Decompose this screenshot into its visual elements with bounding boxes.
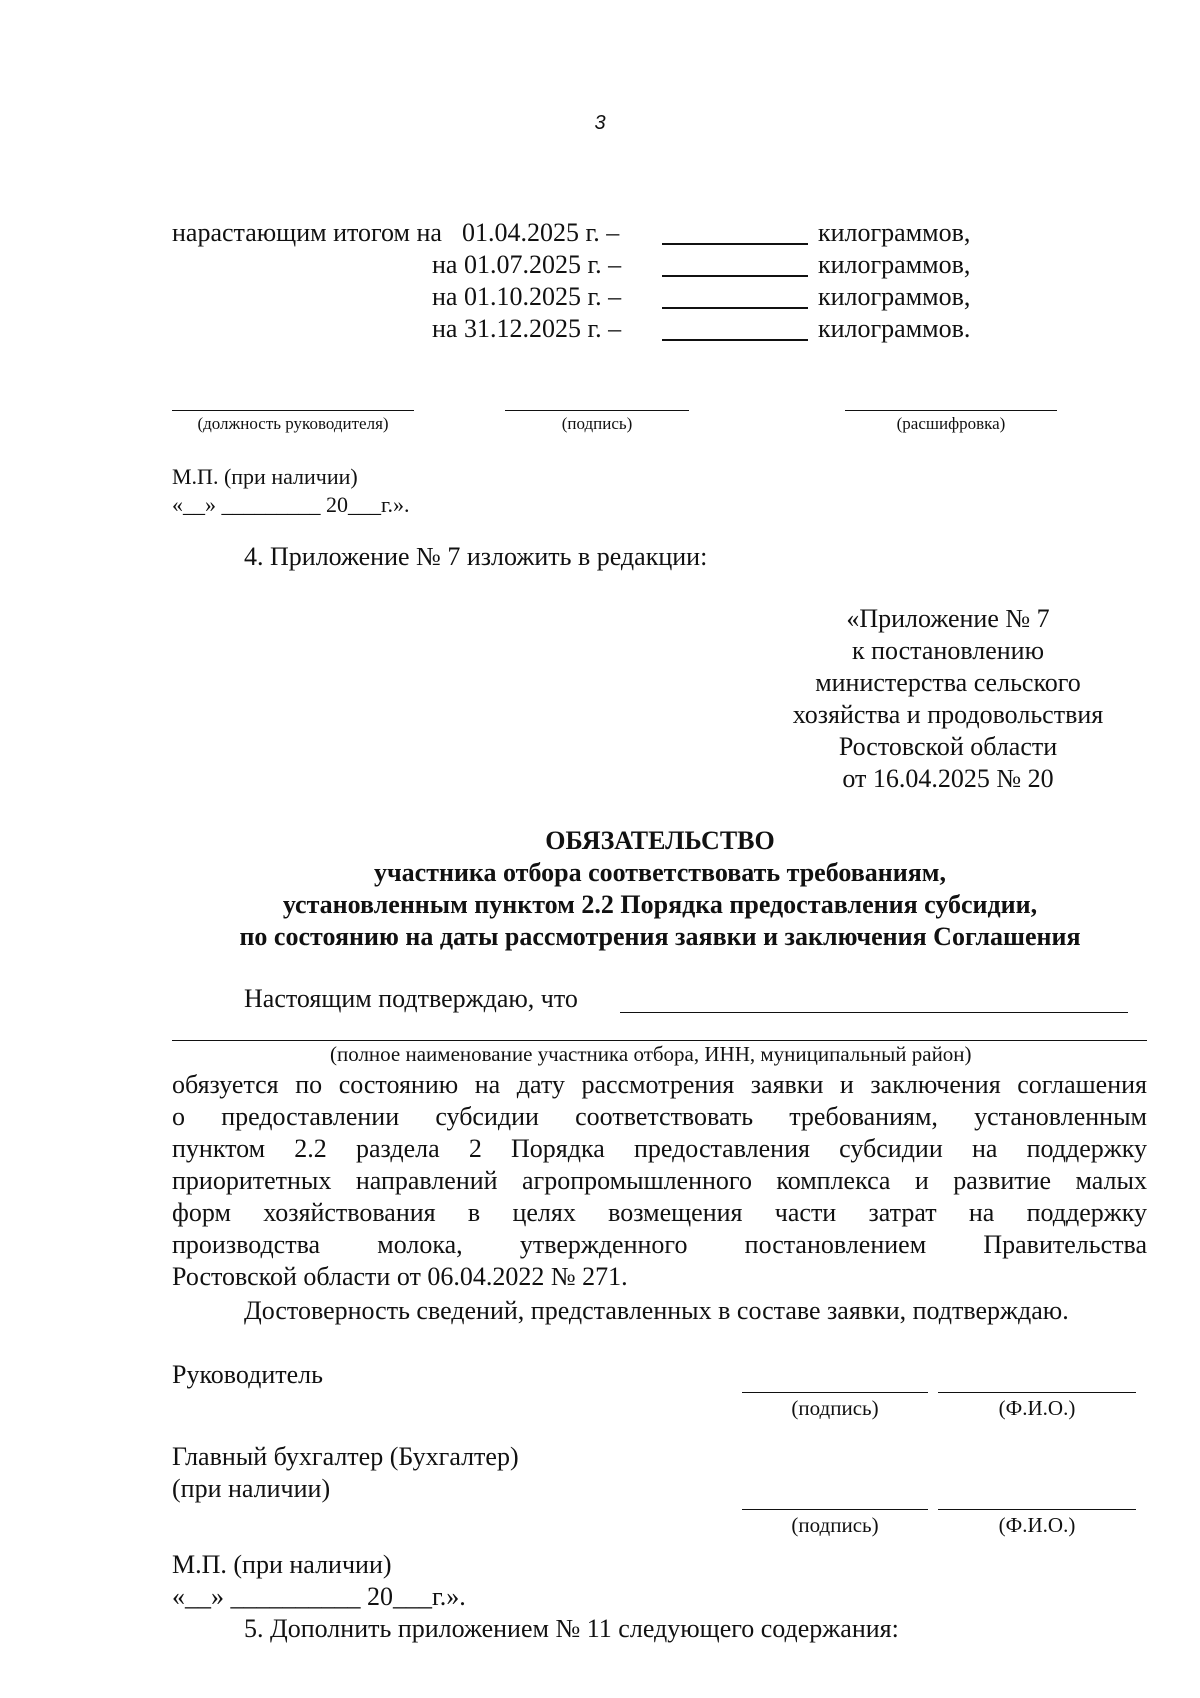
- signature-caption: (подпись): [561, 414, 633, 433]
- title-sub-2: установленным пунктом 2.2 Порядка предоставления субсидии,: [282, 890, 1038, 919]
- blank-line-3[interactable]: [662, 307, 808, 309]
- cumulative-row-2-unit: килограммов,: [818, 250, 971, 279]
- date-line-2: «__» __________ 20___г.».: [172, 1582, 466, 1611]
- cumulative-row-4-date: на 31.12.2025 г. –: [432, 314, 622, 343]
- appendix-line-2: к постановлению: [851, 636, 1045, 665]
- participant-caption: (полное наименование участника отбора, ИНН, муниципальный район): [330, 1042, 972, 1066]
- body-line-2: о предоставлении субсидии соответствовать требованиям, установленным: [172, 1102, 1147, 1131]
- title-main: ОБЯЗАТЕЛЬСТВО: [545, 826, 775, 855]
- reliability-statement: Достоверность сведений, представленных в составе заявки, подтверждаю.: [244, 1296, 1069, 1325]
- head-signature-caption: (подпись): [791, 1396, 879, 1420]
- accountant-label-2: (при наличии): [172, 1474, 331, 1503]
- head-fio-line[interactable]: [938, 1392, 1136, 1393]
- blank-line-4[interactable]: [662, 339, 808, 341]
- decode-line[interactable]: [845, 410, 1057, 411]
- appendix-line-1: «Приложение № 7: [846, 604, 1050, 633]
- body-line-last: Ростовской области от 06.04.2022 № 271.: [172, 1262, 628, 1291]
- accountant-fio-caption: (Ф.И.О.): [998, 1513, 1076, 1537]
- cumulative-row-2-date: на 01.07.2025 г. –: [432, 250, 622, 279]
- item-5: 5. Дополнить приложением № 11 следующего содержания:: [244, 1614, 899, 1643]
- cumulative-row-3-unit: килограммов,: [818, 282, 971, 311]
- cumulative-row-1-unit: килограммов,: [818, 218, 971, 247]
- participant-line-1[interactable]: [620, 1012, 1128, 1013]
- blank-line-2[interactable]: [662, 275, 808, 277]
- appendix-line-4: хозяйства и продовольствия: [792, 700, 1104, 729]
- decode-caption: (расшифровка): [896, 414, 1006, 433]
- cumulative-lead: нарастающим итогом на: [172, 218, 442, 247]
- title-sub-3: по состоянию на даты рассмотрения заявки и заключения Соглашения: [239, 922, 1081, 951]
- body-line-1: обязуется по состоянию на дату рассмотрения заявки и заключения соглашения: [172, 1070, 1147, 1099]
- stamp-mp-1: М.П. (при наличии): [172, 464, 358, 489]
- stamp-mp-2: М.П. (при наличии): [172, 1550, 392, 1579]
- signature-line[interactable]: [505, 410, 689, 411]
- accountant-label-1: Главный бухгалтер (Бухгалтер): [172, 1442, 519, 1471]
- accountant-fio-line[interactable]: [938, 1509, 1136, 1510]
- cumulative-row-3-date: на 01.10.2025 г. –: [432, 282, 622, 311]
- appendix-line-3: министерства сельского: [815, 668, 1081, 697]
- body-line-4: приоритетных направлений агропромышленного комплекса и развитие малых: [172, 1166, 1147, 1195]
- body-line-6: производства молока, утвержденного постановлением Правительства: [172, 1230, 1147, 1259]
- accountant-signature-caption: (подпись): [791, 1513, 879, 1537]
- date-line-1: «__» _________ 20___г.».: [172, 492, 410, 517]
- page-number: 3: [594, 112, 606, 134]
- accountant-signature-line[interactable]: [742, 1509, 928, 1510]
- head-label: Руководитель: [172, 1360, 323, 1389]
- head-fio-caption: (Ф.И.О.): [998, 1396, 1076, 1420]
- body-line-5: форм хозяйствования в целях возмещения части затрат на поддержку: [172, 1198, 1147, 1227]
- head-signature-line[interactable]: [742, 1392, 928, 1393]
- confirm-lead: Настоящим подтверждаю, что: [244, 984, 578, 1013]
- blank-line-1[interactable]: [662, 243, 808, 245]
- position-caption: (должность руководителя): [197, 414, 389, 433]
- item-4: 4. Приложение № 7 изложить в редакции:: [244, 542, 708, 571]
- appendix-line-5: Ростовской области: [838, 732, 1058, 761]
- position-line[interactable]: [172, 410, 414, 411]
- participant-line-2[interactable]: [172, 1040, 1147, 1041]
- cumulative-row-1-date: 01.04.2025 г. –: [462, 218, 620, 247]
- title-sub-1: участника отбора соответствовать требованиям,: [374, 858, 946, 887]
- appendix-line-6: от 16.04.2025 № 20: [842, 764, 1054, 793]
- cumulative-row-4-unit: килограммов.: [818, 314, 971, 343]
- body-line-3: пунктом 2.2 раздела 2 Порядка предоставления субсидии на поддержку: [172, 1134, 1147, 1163]
